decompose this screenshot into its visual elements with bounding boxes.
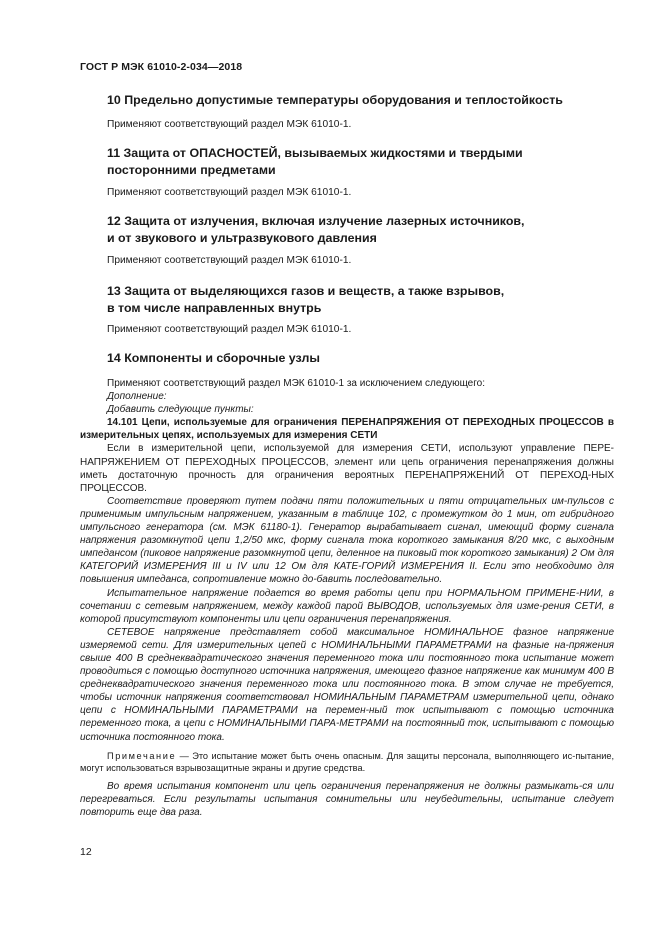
section-13-title — [107, 283, 607, 317]
section-12-title-line-2: и от звукового и ультразвукового давления — [107, 231, 377, 245]
clause-paragraph-5: Во время испытания компонент или цепь ограничения перенапряжения не должны размыкать-ся или перегреваться. Если результаты испытания сомнительны или неубедительны, испытание следует повторить еще два раза. — [80, 781, 614, 819]
note-text: — Это испытание может быть очень опасным. Для защиты персонала, выполняющего ис-пытание, могут использоваться взрывозащитные экраны и другие средства. — [80, 750, 614, 773]
section-11-title-line-2: посторонними предметами — [107, 163, 276, 177]
clause-paragraph-1: Если в измерительной цепи, используемой для измерения СЕТИ, используют управление ПЕРЕ-НАПРЯЖЕНИЕМ ОТ ПЕРЕХОДНЫХ ПРОЦЕССОВ, элемент или цепь ограничения перенапряжения должны иметь достаточную прочность для ограничения вероятных ПЕРЕНАПРЯЖЕНИЙ ОТ ПЕРЕХОД-НЫХ ПРОЦЕССОВ. — [80, 443, 614, 494]
section-14-title-line: 14 Компоненты и сборочные узлы — [107, 351, 320, 365]
section-10-title-line: 10 Предельно допустимые температуры оборудования и теплостойкость — [107, 93, 563, 107]
section-11-title-line-1: 11 Защита от ОПАСНОСТЕЙ, вызываемых жидкостями и твердыми — [107, 146, 523, 160]
section-14-intro: Применяют соответствующий раздел МЭК 61010-1 за исключением следующего: — [107, 378, 486, 389]
clause-paragraph-3: Испытательное напряжение подается во время работы цепи при НОРМАЛЬНОМ ПРИМЕНЕ-НИИ, в сочетании с сетевым напряжением, между каждой парой ВЫВОДОВ, используемых для изме-рения СЕТИ, в которой присутствуют компоненты или цепи ограничения перенапряжения. — [80, 587, 614, 625]
section-13-body: Применяют соответствующий раздел МЭК 61010-1. — [107, 324, 352, 335]
clause-paragraph-2: Соответствие проверяют путем подачи пяти положительных и пяти отрицательных им-пульсов с применимым импульсным напряжением, указанным в таблице 102, с промежутком до 1 мин, от гибридного импульсного генератора (см. МЭК 61180-1). Генератор вырабатывает сигнал, имеющий форму сигнала напряжения разомкнутой цепи 1,2/50 мкс, форму сигнала тока короткого замыкания 8/20 мкс, с выходным импедансом (пиковое напряжение разомкнутой цепи, деленное на пиковый ток короткого замыкания) 2 Ом для КАТЕГОРИЙ ИЗМЕРЕНИЯ III и IV или 12 Ом для КАТЕ-ГОРИЙ ИЗМЕРЕНИЯ II. Если это необходимо для повышения импеданса, сопротивление можно до-бавить последовательно. — [80, 495, 614, 586]
page-number: 12 — [80, 846, 92, 858]
section-12-title-line-1: 12 Защита от излучения, включая излучение лазерных источников, — [107, 214, 525, 228]
note — [80, 750, 614, 774]
section-11-title — [107, 145, 607, 179]
section-12-title — [107, 213, 607, 247]
addition-label: Дополнение: — [107, 391, 167, 403]
add-points-label: Добавить следующие пункты: — [107, 404, 254, 416]
clause-paragraph-4: СЕТЕВОЕ напряжение представляет собой максимальное НОМИНАЛЬНОЕ фазное напряжение измеряемой сети. Для измерительных цепей с НОМИНАЛЬНЫМИ ПАРАМЕТРАМИ на фазные на-пряжения свыше 400 В среднеквадратического значения переменного тока или постоянного тока испытание может проводиться с помощью доступного источника напряжения, имеющего фазное напряжение как минимум 400 В среднеквадратического значения переменного тока или постоянного тока. В этом случае не требуется, чтобы источник напряжения соответствовал НОМИНАЛЬНЫМ ПАРАМЕТРАМ измерительной цепи, однако цепи с НОМИНАЛЬНЫМИ ПАРАМЕТРАМИ на перемен-ный ток испытывают с помощью источника переменного тока, а цепи с НОМИНАЛЬНЫМИ ПАРА-МЕТРАМИ на постоянный ток, испытывают с помощью источника постоянного тока. — [80, 626, 614, 743]
section-11-body: Применяют соответствующий раздел МЭК 61010-1. — [107, 187, 352, 198]
section-13-title-line-2: в том числе направленных внутрь — [107, 301, 322, 315]
section-13-title-line-1: 13 Защита от выделяющихся газов и веществ, а также взрывов, — [107, 284, 505, 298]
section-12-body: Применяют соответствующий раздел МЭК 61010-1. — [107, 255, 352, 266]
section-14-title — [107, 350, 607, 367]
document-header: ГОСТ Р МЭК 61010-2-034—2018 — [80, 61, 243, 73]
section-10-title — [107, 92, 607, 109]
section-14-content — [80, 377, 614, 819]
clause-14-101-title: 14.101 Цепи, используемые для ограничения ПЕРЕНАПРЯЖЕНИЯ ОТ ПЕРЕХОДНЫХ ПРОЦЕССОВ в измерительных цепях, используемых для измерения СЕТИ — [80, 417, 614, 442]
section-10-body: Применяют соответствующий раздел МЭК 61010-1. — [107, 119, 352, 130]
note-label: Примечание — [107, 750, 177, 761]
